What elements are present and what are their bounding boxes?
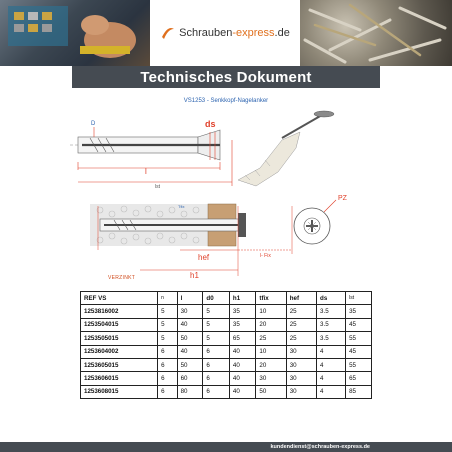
- table-cell: 40: [229, 345, 256, 358]
- label-d: D: [91, 121, 96, 127]
- table-row: [81, 318, 372, 331]
- table-cell: 45: [346, 345, 372, 358]
- table-cell: 4: [317, 385, 346, 398]
- table-cell: 4: [317, 358, 346, 371]
- column-header: hef: [286, 292, 316, 305]
- table-cell: 5: [203, 318, 230, 331]
- table-cell: 40: [177, 345, 203, 358]
- column-header: tfix: [256, 292, 286, 305]
- table-cell: 30: [256, 372, 286, 385]
- table-cell: 80: [177, 385, 203, 398]
- table-cell: 5: [203, 332, 230, 345]
- tools-photo-art: [0, 0, 150, 66]
- table-cell: 1253816002: [81, 305, 158, 318]
- table-cell: 25: [286, 318, 316, 331]
- table-cell: 20: [256, 358, 286, 371]
- table-cell: 30: [177, 305, 203, 318]
- table-row: [81, 305, 372, 318]
- table-cell: 30: [286, 358, 316, 371]
- label-hef: hef: [198, 253, 210, 262]
- table-cell: 6: [203, 358, 230, 371]
- pz-head-icon: [294, 200, 336, 244]
- table-cell: 6: [203, 385, 230, 398]
- table-cell: 40: [229, 372, 256, 385]
- table-cell: 10: [256, 345, 286, 358]
- column-header: n: [158, 292, 177, 305]
- table-cell: 25: [256, 332, 286, 345]
- table-cell: 40: [177, 318, 203, 331]
- column-header: REF VS: [81, 292, 158, 305]
- table-cell: 50: [177, 332, 203, 345]
- label-h1: h1: [190, 271, 199, 280]
- label-pz: PZ: [338, 195, 347, 202]
- table-cell: 55: [346, 332, 372, 345]
- table-cell: 20: [256, 318, 286, 331]
- table-cell: 5: [158, 305, 177, 318]
- table-cell: 65: [346, 372, 372, 385]
- table-cell: 6: [158, 358, 177, 371]
- column-header: l: [177, 292, 203, 305]
- table-cell: 6: [203, 372, 230, 385]
- logo-swoosh-icon: [160, 25, 176, 41]
- document-title: Technisches Dokument: [140, 68, 312, 86]
- table-cell: 25: [286, 305, 316, 318]
- table-cell: 60: [177, 372, 203, 385]
- table-cell: 5: [158, 318, 177, 331]
- table-header-row: [81, 292, 372, 305]
- table-cell: 35: [229, 305, 256, 318]
- finish-label: VERZINKT: [108, 275, 136, 281]
- table-cell: 3.5: [317, 332, 346, 345]
- table-cell: 50: [177, 358, 203, 371]
- label-tfix: Tfix: [178, 204, 185, 209]
- table-row: [81, 358, 372, 371]
- brand-logo: [150, 0, 300, 66]
- table-cell: 4: [317, 345, 346, 358]
- table-cell: 35: [229, 318, 256, 331]
- table-cell: 6: [158, 345, 177, 358]
- product-name: VS1253 - Senkkopf-Nagelanker: [183, 98, 269, 104]
- table-row: [81, 372, 372, 385]
- footer-bar: [0, 442, 452, 452]
- anchor-side-view: [70, 127, 232, 186]
- table-cell: 1253505015: [81, 332, 158, 345]
- table-cell: 1253606015: [81, 372, 158, 385]
- table-cell: 45: [346, 318, 372, 331]
- label-lfix: l- Fix: [260, 253, 271, 259]
- spec-table: [80, 291, 372, 399]
- table-cell: 1253604002: [81, 345, 158, 358]
- screws-photo-art: [300, 0, 452, 66]
- table-cell: 30: [286, 372, 316, 385]
- table-cell: 55: [346, 358, 372, 371]
- table-cell: 3.5: [317, 305, 346, 318]
- installed-section-view: [90, 204, 292, 276]
- table-row: [81, 385, 372, 398]
- table-cell: 40: [229, 358, 256, 371]
- table-row: [81, 345, 372, 358]
- table-cell: 1253608015: [81, 385, 158, 398]
- table-cell: 35: [346, 305, 372, 318]
- table-cell: 3.5: [317, 318, 346, 331]
- anchor-3d-illustration: [238, 111, 334, 186]
- label-ds: ds: [205, 119, 216, 129]
- column-header: ds: [317, 292, 346, 305]
- table-cell: 30: [286, 345, 316, 358]
- label-l: l: [145, 167, 147, 176]
- table-cell: 5: [158, 332, 177, 345]
- tools-photo: [0, 0, 150, 66]
- contact-email-link[interactable]: kundendienst@schrauben-express.de: [270, 444, 370, 450]
- logo-text: Schrauben-express.de: [179, 27, 290, 39]
- table-cell: 6: [203, 345, 230, 358]
- table-cell: 30: [286, 385, 316, 398]
- table-cell: 50: [256, 385, 286, 398]
- technical-drawing: [60, 110, 390, 280]
- header-banner: [0, 0, 452, 66]
- table-cell: 5: [203, 305, 230, 318]
- table-cell: 40: [229, 385, 256, 398]
- screws-photo: [300, 0, 452, 66]
- table-cell: 1253605015: [81, 358, 158, 371]
- table-cell: 10: [256, 305, 286, 318]
- table-cell: 4: [317, 372, 346, 385]
- table-cell: 6: [158, 372, 177, 385]
- column-header: d0: [203, 292, 230, 305]
- table-cell: 1253504015: [81, 318, 158, 331]
- table-row: [81, 332, 372, 345]
- table-cell: 85: [346, 385, 372, 398]
- column-header: h1: [229, 292, 256, 305]
- table-cell: 6: [158, 385, 177, 398]
- table-cell: 65: [229, 332, 256, 345]
- table-cell: 25: [286, 332, 316, 345]
- label-lst: lst: [155, 184, 160, 190]
- document-title-bar: [72, 66, 380, 88]
- column-header: lst: [346, 292, 372, 305]
